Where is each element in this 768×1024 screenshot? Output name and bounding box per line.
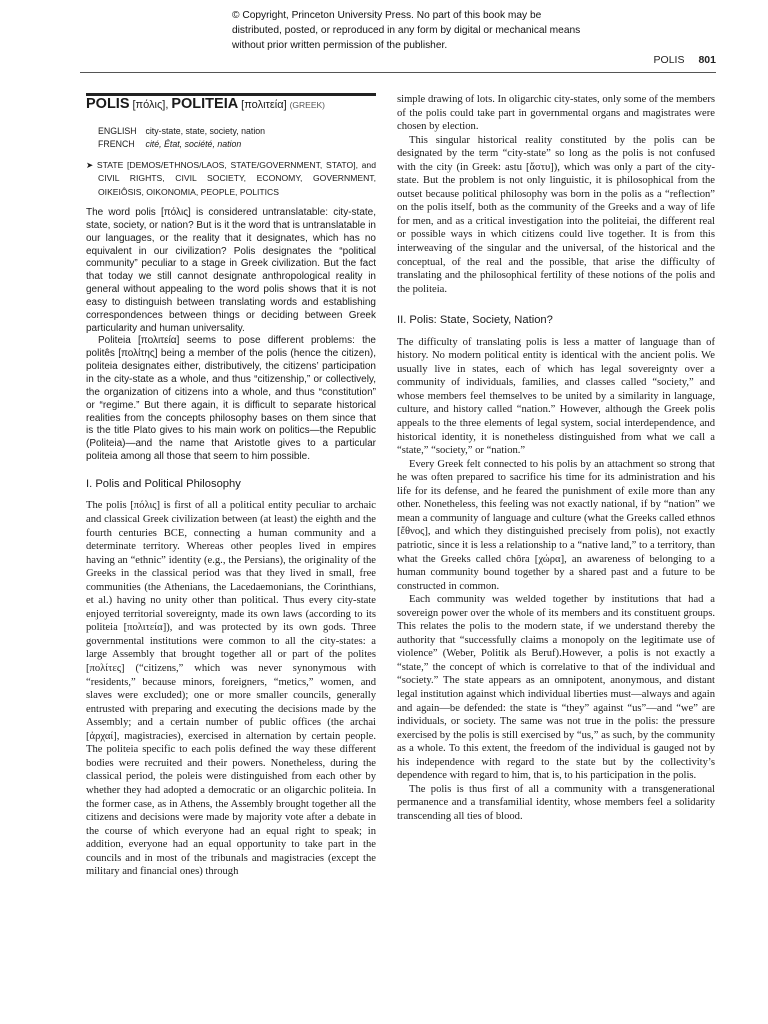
intro-paragraph: The word polis [πόλις] is considered untranslatable: city-state, state, society, or nation? But is it the word that is untranslatable in our languages, or the reality that it designates, which has no equivalent in our civilization? Polis designates the “political community” peculiar to a stage in Greek civilization. But the fact that today we still cannot designate anthropological reality in general without appealing to the word polis shows that it is not easy to distinguish between translating words and establishing correspondences between things or deciding between Greek particularity and human universality. [86, 207, 376, 334]
body-paragraph: This singular historical reality constituted by the polis can be designated by the term “city-state” so long as the polis is not confused with the city (in Greek: astu [ἄστυ]), which was only a part of the city-state. But the problem is not only linguistic, it is philosophical from the outset because political philosophy was born in the polis as a “reflection” on the polis itself, both as the community of the Greeks and a way of life for men, and as a critical investigation into the politeiai, the different real or possible ways in which citizens could live together. It is from this interweaving of the singular and the universal, of the historical and the conceptual, of the real and the possible, that arise the difficulty of translating and the philosophical fertility of these notions of the polis and the politeia. [397, 134, 715, 295]
equivalents-list [98, 125, 376, 151]
entry-title-greek: [πόλις], [132, 99, 169, 111]
equivalent-row [98, 125, 376, 138]
equivalent-lang: ENGLISH [98, 125, 137, 136]
page-number: 801 [698, 54, 716, 66]
body-paragraph: Each community was welded together by institutions that had a sovereign power over the whole of its members and its constituent groups. This relates the polis to the modern state, if we understand thereby the authority that “successfully claims a monopoly on the legitimate use of violence” (Weber, Politik als Beruf).However, a polis is not exactly a “state,” the concept of which is correlative to that of the individual and “society.” The state appears as an omnipotent, anonymous, and distant legal institution against which individual liberties must—always and again and again—be defended: the state is “they” against “us”—and “we” are individuals, or society. The same was not true in the polis: the pressure exercised by the polis is still exercised by “us,” as such, by the community as a whole. To this extent, the freedom of the individual is gauged not by his independence with regard to the state but by the collectivity’s dependence with regard to him, that is, to his participation in the polis. [397, 594, 715, 782]
intro-paragraph: Politeia [πολιτεία] seems to pose different problems: the politês [πολίτης] being a member of the polis (hence the citizen), politeia designates either, distributively, the citizens’ participation in the city-state as a whole, and thus “citizenship,” or collectively, the organization of citizens into a whole, and thus “constitution” or “regime.” But there again, it is difficult to separate historical realities from the concepts philosophy bases on them since that is the title Plato gives to his main work on politics—the Republic (Politeia)—and the name that Aristotle gives to a particular politeia among all those that seem to him possible. [86, 335, 376, 463]
left-column [86, 93, 376, 879]
entry-lang-tag: (GREEK) [289, 100, 325, 110]
copyright-notice: © Copyright, Princeton University Press. No part of this book may be distributed, posted, or reproduced in any form by digital or mechanical means without prior written permission of the publisher. [232, 10, 581, 51]
entry-title-2-greek: [πολιτεία] [241, 99, 287, 111]
body-paragraph: The difficulty of translating polis is less a matter of language than of history. No modern political entity is identical with the ancient polis. We usually live in states, each of which has legal sovereignty over a community of individuals, families, and classes called “society,” and whose members feel themselves to be united by a similarity in language, culture, and history called “nation.” However, although the Greek polis appeals to the three elements of legal system, social interdependence, and historical identity, it is nonetheless distinguished from what we call a “state,” “society,” or “nation.” [397, 336, 715, 457]
body-paragraph: The polis [πόλις] is first of all a political entity peculiar to archaic and classical Greek civilization between (at least) the eighth and the fourth centuries BCE, connecting a human community and a determinate territory. Whereas other peoples lived in empires having an “ethnic” identity (e.g., the Persians), the originality of the Greeks in the classical period was that they lived in small, free communities (the Athenians, the Lacedaemonians, the Corinthians, et al.) having no unity other than political. Thus every city-state enjoyed territorial sovereignty, made its own laws (according to its politeia [πολιτεία]), and was protected by its own gods. Three governmental institutions were common to all the city-states: a large Assembly that brought together all or part of the polites [πολίτες] (“citizens,” which was never synonymous with “residents,” because minors, foreigners, “metics,” women, and slaves were excluded); one or more smaller councils, generally entrusted with preparing and executing the decisions made by the Assembly; and a certain number of public offices (the archai [ἀρχαί], magistracies), exercised in alternation by certain people. The politeia specific to each polis defined the way these different bodies were recruited and their powers. Nonetheless, during the classical period, the poleis were distinguished from each other by whether they had adopted a democratic or an oligarchic politeia. In the former case, as in Athens, the Assembly brought together all the citizens and decisions were made by majority vote after a debate in the course of which everyone had an equal right to speak; in addition, everyone had an equal opportunity to take part in the councils and in most of the tribunals and magistracies (except the military and financial ones) through [86, 500, 376, 878]
section-heading: II. Polis: State, Society, Nation? [397, 314, 553, 327]
cross-references: ➤ STATE [DEMOS/ETHNOS/LAOS, STATE/GOVERNMENT, STATO], and CIVIL RIGHTS, CIVIL SOCIETY, ECONOMY, GOVERNMENT, OIKEIÔSIS, OIKONOMIA, PEOPLE, POLITICS [86, 159, 376, 197]
body-paragraph: The polis is thus first of all a community with a transgenerational permanence and a transfamilial identity, whose members feel a solidarity transcending all ties of blood. [397, 783, 715, 822]
running-head [654, 54, 716, 66]
body-paragraph: simple drawing of lots. In oligarchic city-states, only some of the members of the polis could take part in governmental organs and magistrates were chosen by election. [397, 94, 715, 133]
section-heading: I. Polis and Political Philosophy [86, 477, 241, 490]
running-head-label: POLIS [653, 54, 685, 66]
equivalent-terms: cité, État, société, nation [145, 138, 242, 149]
entry-title-2: POLITEIA [171, 96, 239, 112]
entry-heading [86, 93, 376, 113]
body-paragraph: Every Greek felt connected to his polis by an attachment so strong that he was often prepared to sacrifice his time for its administration and his life for its defense, and he feared the punishment of exile more than any other. Nonetheless, this feeling was not exactly national, if by “nation” we mean a community of language and culture (what the Greeks called ethnos [ἔθνος], and which they distinguished precisely from polis), not exactly patriotic, since it is less a relationship to a “native land,” to a territory, than what the Greeks called chôra [χώρα], an awareness of belonging to a human community bound together by a shared past and a future to be constructed in common. [397, 458, 715, 592]
header-rule [80, 72, 716, 73]
equivalent-row [98, 138, 376, 151]
right-column [397, 93, 715, 823]
equivalent-lang: FRENCH [98, 138, 135, 149]
equivalent-terms: city-state, state, society, nation [145, 125, 266, 136]
entry-title: POLIS [86, 96, 130, 112]
